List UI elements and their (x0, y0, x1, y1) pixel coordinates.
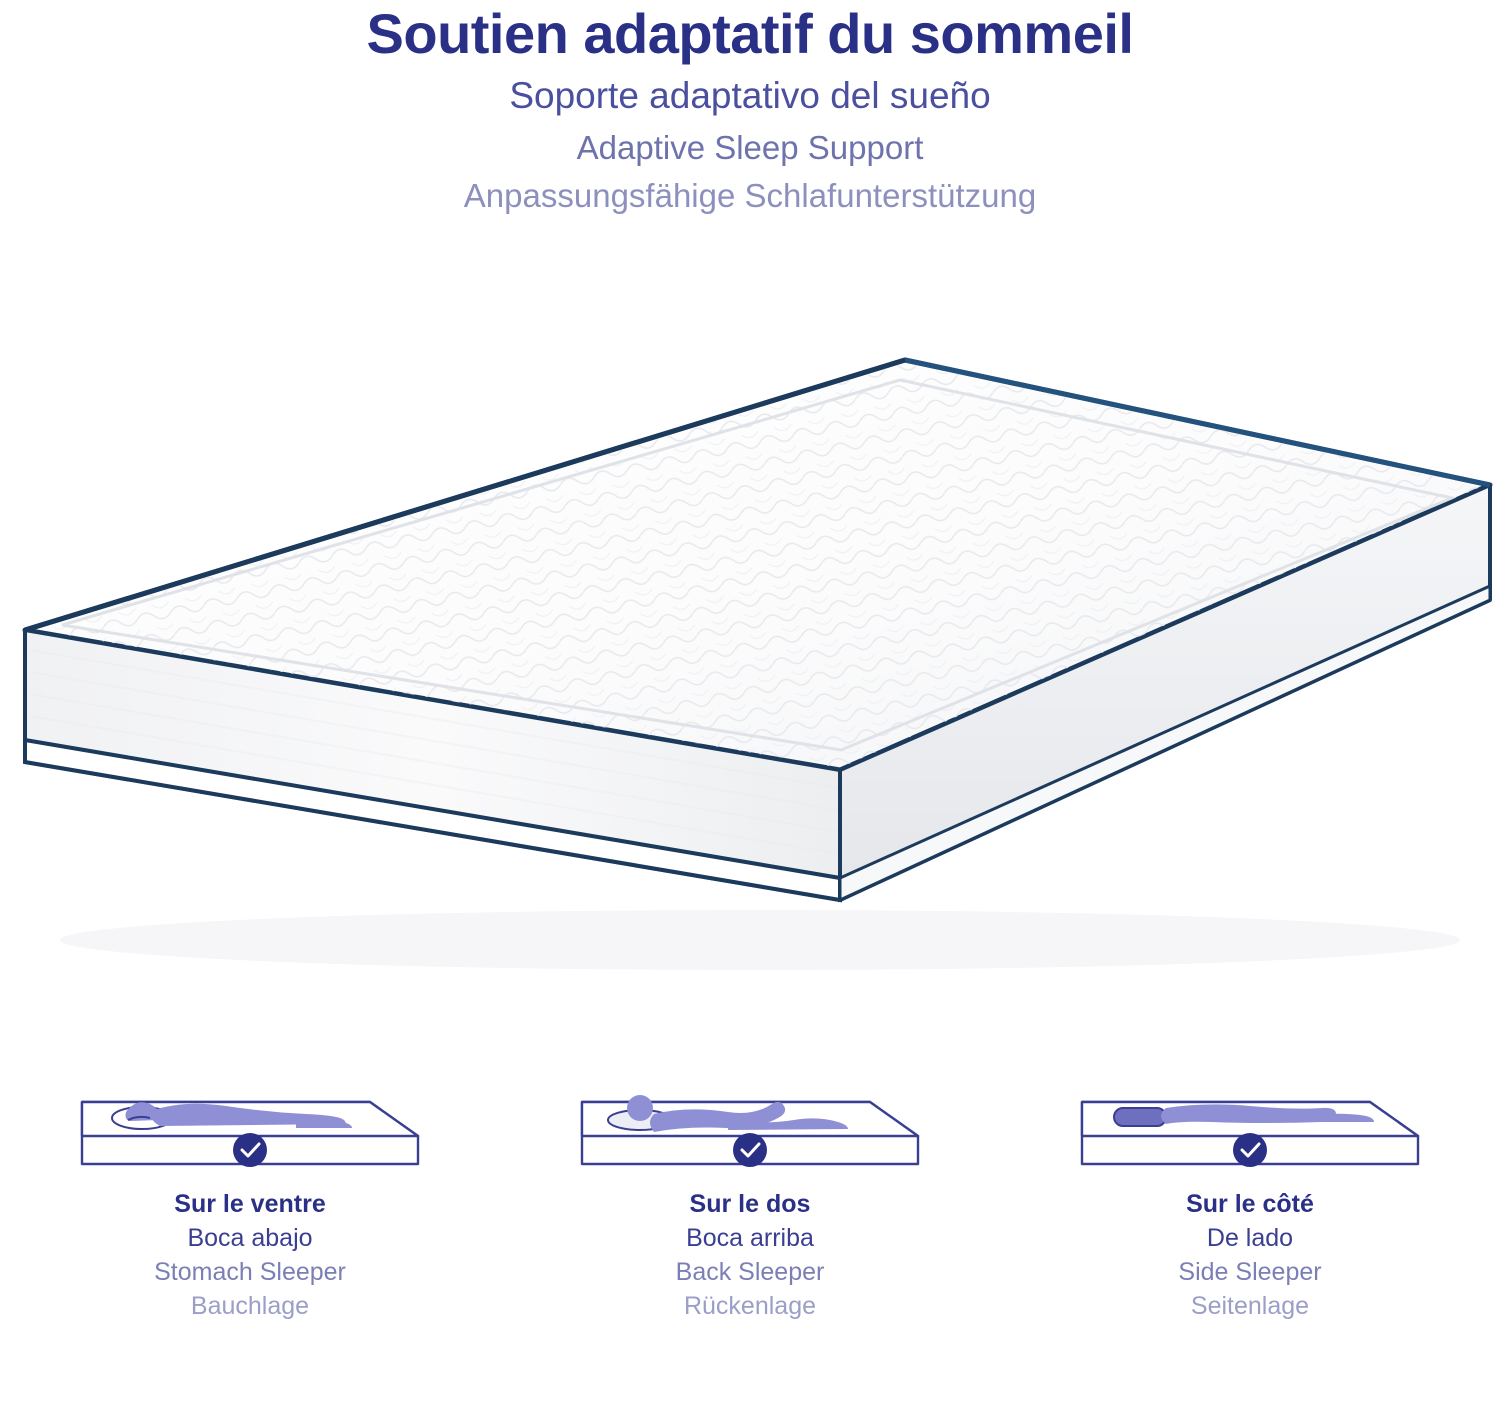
caption-line-es: Boca abajo (187, 1224, 313, 1252)
page-subtitle-de: Anpassungsfähige Schlafunterstützung (463, 177, 1037, 215)
caption-line-es: De lado (1206, 1224, 1294, 1252)
page-title: Soutien adaptatif du sommeil (366, 2, 1134, 65)
check-icon (233, 1133, 267, 1167)
caption-line-de: Rückenlage (683, 1292, 816, 1320)
panel-back-sleeper (500, 1040, 1000, 1406)
header-block (0, 0, 1500, 218)
stomach-sleeper-icon (70, 1040, 430, 1170)
caption-line-fr: Sur le côté (1186, 1190, 1314, 1218)
caption-line-en: Back Sleeper (675, 1258, 825, 1286)
page-subtitle-es: Soporte adaptativo del sueño (509, 75, 991, 117)
page-subtitle-en: Adaptive Sleep Support (576, 128, 924, 166)
panel-stomach-sleeper (0, 1040, 500, 1406)
caption-line-de: Bauchlage (190, 1292, 310, 1320)
sleep-position-panels (0, 1040, 1500, 1406)
caption-line-es: Boca arriba (686, 1224, 814, 1252)
panel-side-sleeper (1000, 1040, 1500, 1406)
check-icon (733, 1133, 767, 1167)
side-sleeper-icon (1070, 1040, 1430, 1170)
caption-line-de: Seitenlage (1190, 1292, 1310, 1320)
back-sleeper-icon (570, 1040, 930, 1170)
panel-caption (676, 1188, 825, 1322)
mattress-illustration (0, 300, 1500, 1000)
caption-line-fr: Sur le ventre (174, 1190, 326, 1218)
caption-line-en: Stomach Sleeper (154, 1258, 346, 1286)
panel-caption (1178, 1188, 1321, 1322)
panel-caption (154, 1188, 346, 1322)
caption-line-fr: Sur le dos (689, 1190, 811, 1218)
check-icon (1233, 1133, 1267, 1167)
caption-line-en: Side Sleeper (1178, 1258, 1322, 1286)
